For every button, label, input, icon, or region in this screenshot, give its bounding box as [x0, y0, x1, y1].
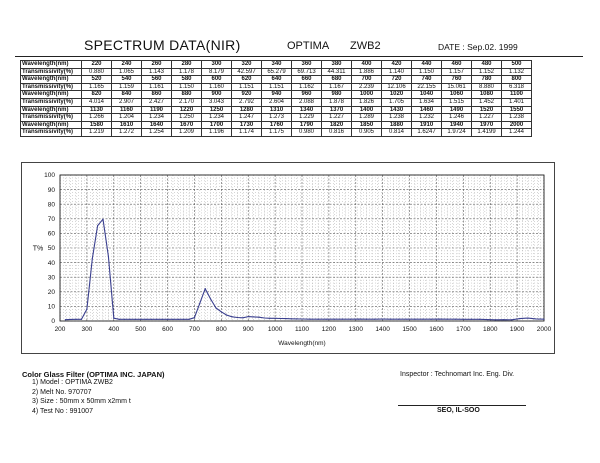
- data-point: [162, 319, 163, 320]
- wavelength-cell: 500: [502, 61, 532, 69]
- wavelength-cell: 1550: [502, 106, 532, 114]
- wavelength-cell: 1820: [322, 121, 352, 129]
- wavelength-cell: 220: [82, 61, 112, 69]
- data-point: [382, 319, 383, 320]
- transmissivity-cell: 1.227: [472, 114, 502, 122]
- data-point: [215, 307, 216, 308]
- row-label: Transmissivity(%): [21, 83, 82, 91]
- data-point: [398, 319, 399, 320]
- wavelength-cell: 980: [322, 91, 352, 99]
- x-tick-label: 400: [108, 326, 120, 333]
- wavelength-cell: 1430: [382, 106, 412, 114]
- transmissivity-cell: 1.178: [172, 68, 202, 76]
- x-tick-label: 500: [135, 326, 147, 333]
- wavelength-cell: 560: [142, 76, 172, 84]
- signature-rule: [398, 405, 526, 406]
- wavelength-cell: 1520: [472, 106, 502, 114]
- wavelength-cell: 420: [382, 61, 412, 69]
- data-point: [495, 319, 496, 320]
- data-point: [350, 319, 351, 320]
- spec-item: 1) Model : OPTIMA ZWB2: [32, 379, 113, 386]
- transmissivity-cell: 1.227: [322, 114, 352, 122]
- row-label: Wavelength(nm): [21, 121, 82, 129]
- wavelength-cell: 1460: [412, 106, 442, 114]
- transmissivity-cell: 0.814: [382, 129, 412, 137]
- wavelength-cell: 1100: [502, 91, 532, 99]
- transmissivity-cell: 1.9724: [442, 129, 472, 137]
- data-point: [455, 319, 456, 320]
- transmissivity-cell: 1.150: [412, 68, 442, 76]
- data-point: [237, 317, 238, 318]
- wavelength-row: [21, 76, 532, 84]
- data-point: [309, 319, 310, 320]
- wavelength-cell: 300: [202, 61, 232, 69]
- x-tick-label: 900: [242, 326, 254, 333]
- transmissivity-cell: 1.6247: [412, 129, 442, 137]
- data-point: [253, 316, 254, 317]
- data-point: [264, 317, 265, 318]
- data-point: [519, 318, 520, 319]
- document-title: SPECTRUM DATA(NIR): [84, 37, 241, 53]
- wavelength-cell: 1190: [142, 106, 172, 114]
- product-code: ZWB2: [350, 40, 381, 52]
- data-point: [231, 316, 232, 317]
- transmissivity-cell: 1.175: [262, 129, 292, 137]
- wavelength-cell: 1280: [232, 106, 262, 114]
- transmissivity-cell: 0.905: [352, 129, 382, 137]
- wavelength-cell: 1160: [112, 106, 142, 114]
- data-point: [318, 319, 319, 320]
- spec-item: 3) Size : 50mm x 50mm x2mm t: [32, 398, 131, 406]
- transmissivity-cell: 1.132: [502, 68, 532, 76]
- x-tick-label: 1300: [348, 326, 364, 333]
- wavelength-cell: 900: [202, 91, 232, 99]
- x-tick-label: 1900: [509, 326, 525, 333]
- transmissivity-cell: 1.209: [172, 129, 202, 137]
- data-point: [326, 319, 327, 320]
- data-point: [301, 318, 302, 319]
- transmissivity-cell: 1.878: [322, 98, 352, 106]
- data-point: [422, 319, 423, 320]
- wavelength-cell: 700: [352, 76, 382, 84]
- transmissivity-row: [21, 114, 532, 122]
- wavelength-cell: 1730: [232, 121, 262, 129]
- wavelength-cell: 260: [142, 61, 172, 69]
- data-point: [527, 318, 528, 319]
- transmissivity-cell: 1.165: [82, 83, 112, 91]
- data-point: [86, 308, 87, 309]
- data-point: [108, 256, 109, 257]
- transmissivity-cell: 1.272: [112, 129, 142, 137]
- data-point: [248, 316, 249, 317]
- transmissivity-cell: 1.174: [232, 129, 262, 137]
- wavelength-cell: 940: [262, 91, 292, 99]
- row-label: Transmissivity(%): [21, 98, 82, 106]
- y-axis-label: T%: [32, 245, 44, 253]
- transmissivity-cell: 4.014: [82, 98, 112, 106]
- transmissivity-cell: 2.604: [262, 98, 292, 106]
- transmissivity-cell: 2.907: [112, 98, 142, 106]
- transmissivity-cell: 69.713: [292, 68, 322, 76]
- wavelength-cell: 1040: [412, 91, 442, 99]
- transmissivity-cell: 2.239: [352, 83, 382, 91]
- wavelength-cell: 320: [232, 61, 262, 69]
- y-tick-label: 10: [47, 303, 55, 311]
- transmissivity-cell: 1.4199: [472, 129, 502, 137]
- wavelength-cell: 1850: [352, 121, 382, 129]
- data-point: [135, 319, 136, 320]
- x-tick-label: 2000: [536, 326, 552, 333]
- transmissivity-cell: 1.886: [352, 68, 382, 76]
- wavelength-cell: 920: [232, 91, 262, 99]
- data-point: [145, 319, 146, 320]
- wavelength-cell: 1910: [412, 121, 442, 129]
- transmissivity-cell: 1.254: [142, 129, 172, 137]
- spec-item: 4) Test No : 991007: [32, 407, 93, 415]
- wavelength-cell: 620: [232, 76, 262, 84]
- data-point: [129, 319, 130, 320]
- wavelength-cell: 840: [112, 91, 142, 99]
- wavelength-cell: 400: [352, 61, 382, 69]
- wavelength-cell: 1220: [172, 106, 202, 114]
- signature-name: SEO, IL-SOO: [437, 407, 480, 414]
- data-point: [366, 319, 367, 320]
- transmission-chart: [22, 163, 554, 353]
- transmission-series-line: [65, 219, 544, 320]
- transmissivity-cell: 65.279: [262, 68, 292, 76]
- data-point: [334, 319, 335, 320]
- wavelength-cell: 460: [442, 61, 472, 69]
- transmissivity-cell: 1.452: [472, 98, 502, 106]
- wavelength-cell: 1970: [472, 121, 502, 129]
- data-point: [390, 319, 391, 320]
- y-tick-label: 100: [44, 172, 55, 180]
- x-tick-label: 1500: [402, 326, 417, 333]
- x-tick-label: 1700: [456, 326, 471, 333]
- wavelength-cell: 1490: [442, 106, 472, 114]
- transmissivity-cell: 1.219: [82, 129, 112, 137]
- wavelength-cell: 1880: [382, 121, 412, 129]
- row-label: Wavelength(nm): [21, 61, 82, 69]
- transmissivity-cell: 42.597: [232, 68, 262, 76]
- data-point: [414, 319, 415, 320]
- data-point: [151, 319, 152, 320]
- transmissivity-cell: 1.266: [82, 114, 112, 122]
- data-point: [156, 319, 157, 320]
- transmissivity-cell: 2.170: [172, 98, 202, 106]
- transmissivity-cell: 1.247: [232, 114, 262, 122]
- transmissivity-cell: 44.311: [322, 68, 352, 76]
- transmissivity-cell: 1.157: [442, 68, 472, 76]
- data-point: [463, 319, 464, 320]
- spectrum-data-table: [20, 60, 532, 137]
- wavelength-cell: 800: [502, 76, 532, 84]
- transmissivity-cell: 22.155: [412, 83, 442, 91]
- wavelength-row: [21, 121, 532, 129]
- x-axis-label: Wavelength(nm): [278, 340, 326, 347]
- transmissivity-cell: 1.161: [142, 83, 172, 91]
- wavelength-cell: 440: [412, 61, 442, 69]
- transmissivity-cell: 1.065: [112, 68, 142, 76]
- data-point: [81, 319, 82, 320]
- wavelength-cell: 740: [412, 76, 442, 84]
- data-point: [124, 319, 125, 320]
- transmissivity-cell: 1.244: [502, 129, 532, 137]
- data-point: [226, 315, 227, 316]
- data-point: [221, 311, 222, 312]
- x-tick-label: 700: [189, 326, 200, 333]
- wavelength-cell: 1760: [262, 121, 292, 129]
- wavelength-cell: 1060: [442, 91, 472, 99]
- data-point: [258, 317, 259, 318]
- data-point: [374, 319, 375, 320]
- data-point: [194, 317, 195, 318]
- data-point: [269, 318, 270, 319]
- data-point: [70, 319, 71, 320]
- x-tick-label: 600: [162, 326, 173, 333]
- y-tick-label: 60: [47, 230, 55, 238]
- transmissivity-cell: 3.043: [202, 98, 232, 106]
- wavelength-cell: 2000: [502, 121, 532, 129]
- transmissivity-cell: 1.162: [292, 83, 322, 91]
- transmissivity-cell: 1.273: [262, 114, 292, 122]
- transmissivity-cell: 1.150: [172, 83, 202, 91]
- row-label: Wavelength(nm): [21, 91, 82, 99]
- x-tick-label: 1100: [295, 326, 309, 333]
- wavelength-cell: 1700: [202, 121, 232, 129]
- data-point: [280, 318, 281, 319]
- wavelength-cell: 1940: [442, 121, 472, 129]
- transmissivity-cell: 1.826: [352, 98, 382, 106]
- data-point: [285, 318, 286, 319]
- y-tick-label: 30: [47, 274, 55, 282]
- wavelength-cell: 1340: [292, 106, 322, 114]
- row-label: Wavelength(nm): [21, 106, 82, 114]
- wavelength-cell: 1790: [292, 121, 322, 129]
- data-point: [471, 319, 472, 320]
- data-point: [291, 318, 292, 319]
- wavelength-cell: 720: [382, 76, 412, 84]
- data-point: [543, 319, 544, 320]
- data-point: [97, 225, 98, 226]
- transmissivity-cell: 1.151: [232, 83, 262, 91]
- x-tick-label: 1800: [482, 326, 498, 333]
- data-point: [178, 319, 179, 320]
- wavelength-cell: 1370: [322, 106, 352, 114]
- wavelength-cell: 640: [262, 76, 292, 84]
- transmissivity-cell: 1.167: [322, 83, 352, 91]
- wavelength-row: [21, 91, 532, 99]
- wavelength-cell: 360: [292, 61, 322, 69]
- row-label: Transmissivity(%): [21, 129, 82, 137]
- wavelength-cell: 580: [172, 76, 202, 84]
- transmissivity-cell: 1.143: [142, 68, 172, 76]
- transmissivity-cell: 8.880: [472, 83, 502, 91]
- data-point: [113, 318, 114, 319]
- transmissivity-cell: 1.234: [202, 114, 232, 122]
- row-label: Wavelength(nm): [21, 76, 82, 84]
- x-tick-label: 1200: [321, 326, 337, 333]
- data-point: [199, 303, 200, 304]
- data-point: [342, 319, 343, 320]
- data-point: [172, 319, 173, 320]
- wavelength-cell: 340: [262, 61, 292, 69]
- inspector-line: Inspector : Technomart Inc. Eng. Div.: [400, 371, 515, 378]
- wavelength-cell: 280: [172, 61, 202, 69]
- wavelength-cell: 1580: [82, 121, 112, 129]
- data-point: [183, 319, 184, 320]
- y-tick-label: 90: [47, 186, 55, 194]
- transmissivity-cell: 1.401: [502, 98, 532, 106]
- transmissivity-cell: 1.151: [262, 83, 292, 91]
- x-tick-label: 1600: [429, 326, 444, 333]
- wavelength-cell: 820: [82, 91, 112, 99]
- row-label: Transmissivity(%): [21, 68, 82, 76]
- transmissivity-row: [21, 129, 532, 137]
- wavelength-cell: 380: [322, 61, 352, 69]
- data-point: [439, 319, 440, 320]
- transmissivity-cell: 0.880: [82, 68, 112, 76]
- transmissivity-cell: 12.106: [382, 83, 412, 91]
- transmissivity-cell: 1.140: [382, 68, 412, 76]
- data-point: [242, 317, 243, 318]
- filter-title: Color Glass Filter (OPTIMA INC. JAPAN): [22, 370, 165, 379]
- x-tick-label: 1000: [267, 326, 283, 333]
- data-point: [76, 319, 77, 320]
- y-tick-label: 50: [47, 245, 55, 253]
- data-point: [102, 219, 103, 220]
- transmissivity-cell: 1.204: [112, 114, 142, 122]
- transmissivity-cell: 2.792: [232, 98, 262, 106]
- transmissivity-cell: 1.289: [352, 114, 382, 122]
- data-point: [406, 319, 407, 320]
- header-rule: [15, 56, 583, 57]
- transmissivity-cell: 1.238: [502, 114, 532, 122]
- transmissivity-cell: 0.816: [322, 129, 352, 137]
- document-date: DATE : Sep.02. 1999: [438, 42, 518, 52]
- spec-list: [32, 378, 131, 416]
- wavelength-cell: 960: [292, 91, 322, 99]
- wavelength-cell: 680: [322, 76, 352, 84]
- data-point: [358, 319, 359, 320]
- wavelength-cell: 660: [292, 76, 322, 84]
- y-tick-label: 40: [47, 259, 55, 267]
- data-point: [511, 319, 512, 320]
- wavelength-cell: 1640: [142, 121, 172, 129]
- transmissivity-cell: 1.238: [382, 114, 412, 122]
- data-point: [296, 318, 297, 319]
- transmissivity-cell: 1.196: [202, 129, 232, 137]
- wavelength-row: [21, 61, 532, 69]
- data-point: [210, 298, 211, 299]
- transmissivity-row: [21, 83, 532, 91]
- data-point: [140, 319, 141, 320]
- wavelength-cell: 1610: [112, 121, 142, 129]
- wavelength-cell: 520: [82, 76, 112, 84]
- transmissivity-cell: 1.705: [382, 98, 412, 106]
- wavelength-cell: 600: [202, 76, 232, 84]
- transmissivity-cell: 1.160: [202, 83, 232, 91]
- data-point: [167, 319, 168, 320]
- row-label: Transmissivity(%): [21, 114, 82, 122]
- wavelength-row: [21, 106, 532, 114]
- y-tick-label: 0: [51, 318, 55, 326]
- transmissivity-cell: 15.061: [442, 83, 472, 91]
- wavelength-cell: 1670: [172, 121, 202, 129]
- wavelength-cell: 760: [442, 76, 472, 84]
- wavelength-cell: 1020: [382, 91, 412, 99]
- transmissivity-cell: 1.229: [292, 114, 322, 122]
- data-point: [65, 319, 66, 320]
- data-point: [487, 319, 488, 320]
- wavelength-cell: 1310: [262, 106, 292, 114]
- data-point: [430, 319, 431, 320]
- transmissivity-cell: 6.318: [502, 83, 532, 91]
- data-point: [503, 319, 504, 320]
- wavelength-cell: 540: [112, 76, 142, 84]
- transmissivity-cell: 2.427: [142, 98, 172, 106]
- wavelength-cell: 1130: [82, 106, 112, 114]
- transmissivity-cell: 1.234: [142, 114, 172, 122]
- data-point: [205, 288, 206, 289]
- wavelength-cell: 240: [112, 61, 142, 69]
- data-point: [119, 319, 120, 320]
- transmissivity-cell: 0.980: [292, 129, 322, 137]
- x-tick-label: 1400: [375, 326, 390, 333]
- transmissivity-row: [21, 68, 532, 76]
- transmissivity-cell: 1.232: [412, 114, 442, 122]
- data-point: [447, 319, 448, 320]
- wavelength-cell: 1250: [202, 106, 232, 114]
- wavelength-cell: 860: [142, 91, 172, 99]
- transmissivity-cell: 1.246: [442, 114, 472, 122]
- transmissivity-row: [21, 98, 532, 106]
- x-tick-label: 800: [215, 326, 227, 333]
- data-point: [275, 318, 276, 319]
- y-tick-label: 20: [47, 289, 55, 296]
- transmissivity-cell: 1.634: [412, 98, 442, 106]
- product-model: OPTIMA: [287, 40, 330, 52]
- wavelength-cell: 880: [172, 91, 202, 99]
- transmissivity-cell: 1.250: [172, 114, 202, 122]
- transmissivity-cell: 1.515: [442, 98, 472, 106]
- wavelength-cell: 1080: [472, 91, 502, 99]
- transmissivity-cell: 1.159: [112, 83, 142, 91]
- transmissivity-cell: 8.179: [202, 68, 232, 76]
- data-point: [535, 318, 536, 319]
- transmissivity-cell: 2.088: [292, 98, 322, 106]
- wavelength-cell: 1400: [352, 106, 382, 114]
- wavelength-cell: 1000: [352, 91, 382, 99]
- spec-item: 2) Melt No. 970707: [32, 388, 92, 396]
- y-tick-label: 70: [47, 216, 55, 223]
- data-point: [479, 319, 480, 320]
- chart-frame: [21, 162, 555, 354]
- transmissivity-cell: 1.152: [472, 68, 502, 76]
- data-point: [188, 319, 189, 320]
- x-tick-label: 300: [81, 326, 93, 333]
- x-tick-label: 200: [54, 326, 66, 333]
- wavelength-cell: 780: [472, 76, 502, 84]
- data-point: [92, 258, 93, 259]
- y-tick-label: 80: [47, 201, 55, 209]
- wavelength-cell: 480: [472, 61, 502, 69]
